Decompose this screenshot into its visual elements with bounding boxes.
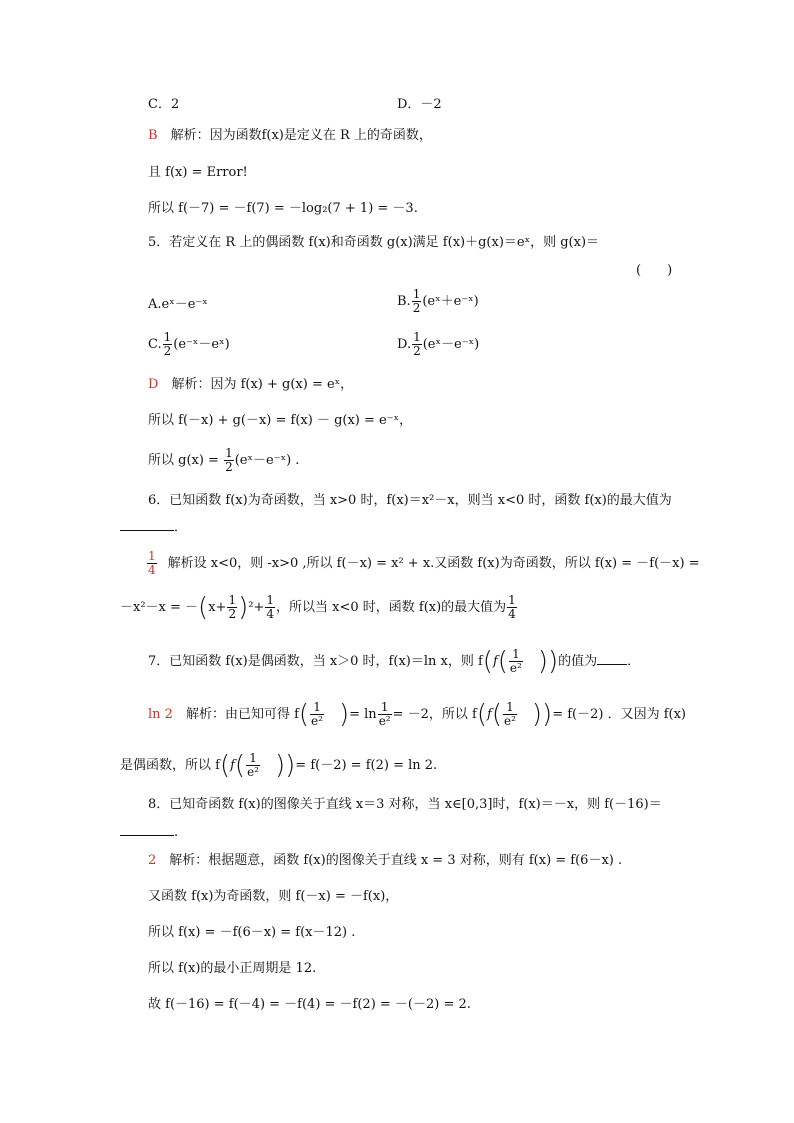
solution-line: 故 f(－16) = f(－4) = －f(4) = －f(2) = －(－2) = 2. — [148, 997, 471, 1012]
question-8: 8．已知奇函数 f(x)的图像关于直线 x＝3 对称，当 x∈[0,3]时，f(x)＝－x，则 f(－16)＝ — [148, 797, 662, 812]
solution-text: = f(－2) = f(2) = ln 2. — [295, 758, 438, 773]
solution-line — [148, 447, 299, 474]
solution-text: ，所以当 x<0 时，函数 f(x)的最大值为 — [275, 600, 507, 615]
fraction: $\frac{1}{\text{e²}}$ — [311, 700, 323, 728]
option-label: B. — [397, 294, 411, 309]
solution-text: x+ — [208, 600, 227, 615]
solution-line: 又函数 f(x)为奇函数，则 f(－x) = －f(x)， — [148, 889, 399, 904]
solution-line: 所以 f(－x) + g(－x) = f(x) － g(x) = e⁻ˣ， — [148, 413, 413, 428]
solution-line: 且 f(x) = Error! — [148, 165, 248, 180]
solution-text: = ln — [349, 707, 377, 722]
solution-text: 解析：因为函数f(x)是定义在 R 上的奇函数， — [157, 128, 432, 143]
open-paren: ( — [298, 699, 310, 730]
period: ． — [174, 520, 188, 535]
open-paren: ( — [497, 646, 508, 677]
option-d — [397, 331, 479, 358]
solution-line: 所以 f(x)的最小正周期是 12. — [148, 961, 317, 976]
option-label: C. — [148, 337, 162, 352]
solution-text: 是偶函数，所以 f — [120, 758, 220, 773]
open-paren: ( — [476, 699, 488, 730]
option-text: (eˣ＋e⁻ˣ) — [422, 294, 479, 309]
close-paren: )) — [275, 750, 296, 781]
answer-label: ln 2 — [148, 707, 173, 722]
fraction: $\frac{1}{4}$ — [508, 593, 516, 621]
open-paren: ( — [234, 750, 246, 781]
fill-blank-line — [120, 824, 178, 842]
option-a: A.eˣ－e⁻ˣ — [148, 297, 208, 312]
blank — [597, 664, 627, 665]
fraction: $\frac{1}{2}$ — [163, 330, 172, 358]
close-paren: )) — [537, 646, 559, 677]
solution-text: ²+ — [248, 600, 265, 615]
solution-line — [146, 550, 700, 577]
solution-line — [148, 852, 622, 870]
fraction: $\frac{1}{2}$ — [413, 330, 421, 358]
fraction: $\frac{1}{\text{e²}}$ — [247, 751, 259, 779]
solution-text: 解析设 x<0，则 -x>0 ,所以 f(－x) = x² + x.又函数 f(x)为奇函数，所以 f(x) = －f(－x) = — [167, 556, 700, 571]
fill-blank-line — [120, 519, 187, 537]
option-text: (e⁻ˣ－eˣ) — [173, 337, 230, 352]
option-b — [397, 288, 479, 315]
answer-label: D — [148, 377, 159, 392]
answer-fraction: $\frac{1}{4}$ — [148, 549, 156, 577]
open-paren: ( — [491, 699, 502, 730]
solution-line — [148, 127, 432, 145]
question-5: 5．若定义在 R 上的偶函数 f(x)和奇函数 g(x)满足 f(x)＋g(x)＝eˣ，则 g(x)＝ — [148, 235, 600, 250]
solution-line: 是偶函数，所以 f(f( $\frac{1}{\text{e²}}$ ))= f(－2) = f(2) = ln 2. — [120, 750, 438, 781]
option-text: (eˣ－e⁻ˣ) — [422, 337, 480, 352]
question-text: 7．已知函数 f(x)是偶函数，当 x＞0 时，f(x)＝ln x，则 f — [148, 654, 483, 669]
answer-label: 2 — [148, 853, 157, 868]
question-6: 6．已知函数 f(x)为奇函数，当 x>0 时，f(x)＝x²－x，则当 x<0 时，函数 f(x)的最大值为 — [148, 493, 672, 508]
solution-line: ln 2 解析：由已知可得 f( $\frac{1}{\text{e²}}$ )= ln $\frac{1}{\text{e²}}$ = －2，所以 f(f( $\frac{1}{\text{e²}}$ ))= f(－2) ．又因为 f(x) — [148, 699, 687, 730]
answer-bracket: ( ) — [636, 263, 673, 278]
option-label: D. — [397, 337, 412, 352]
option-c: C．2 — [148, 97, 180, 112]
period: . — [174, 825, 179, 840]
fraction: $\frac{1}{2}$ — [228, 593, 237, 621]
option-d: D．－2 — [397, 97, 442, 112]
solution-line: 所以 f(－7) = －f(7) = －log₂(7 + 1) = －3. — [148, 201, 418, 216]
option-c — [148, 331, 230, 358]
solution-text: －x²－x = － — [120, 600, 199, 615]
close-paren: ) — [338, 699, 350, 730]
solution-text: = －2，所以 f — [392, 707, 477, 722]
fraction: $\frac{1}{4}$ — [266, 593, 274, 621]
solution-text: (eˣ－e⁻ˣ) . — [234, 453, 300, 468]
solution-text: 解析：根据题意，函数 f(x)的图像关于直线 x = 3 对称，则有 f(x) = f(6－x) . — [156, 853, 623, 868]
blank — [120, 835, 174, 836]
close-paren: ) — [238, 592, 249, 623]
solution-text: = f(－2) ．又因为 f(x) — [552, 707, 687, 722]
fraction: $\frac{1}{\text{e²}}$ — [509, 647, 522, 675]
period: ． — [627, 654, 641, 669]
question-text: 的值为 — [558, 654, 598, 669]
blank — [120, 530, 174, 531]
fraction: $\frac{1}{\text{e²}}$ — [378, 700, 391, 728]
fraction: $\frac{1}{2}$ — [412, 287, 421, 315]
solution-line — [120, 594, 518, 621]
close-paren: )) — [531, 699, 553, 730]
open-paren: ( — [198, 592, 209, 623]
solution-text: 解析：由已知可得 f — [172, 707, 299, 722]
solution-text: 解析：因为 f(x) + g(x) = eˣ， — [158, 377, 354, 392]
fraction: $\frac{1}{2}$ — [225, 446, 233, 474]
answer-label: B — [148, 128, 158, 143]
solution-text: 所以 g(x) = — [148, 453, 224, 468]
solution-line — [148, 376, 353, 394]
fraction: $\frac{1}{\text{e²}}$ — [503, 700, 516, 728]
question-7: 7．已知函数 f(x)是偶函数，当 x＞0 时，f(x)＝ln x，则 f(f( $\frac{1}{\text{e²}}$ ))的值为 ． — [148, 646, 641, 677]
open-paren: ( — [219, 750, 231, 781]
solution-line: 所以 f(x) = －f(6－x) = f(x－12) . — [148, 925, 356, 940]
open-paren: ( — [482, 646, 493, 677]
